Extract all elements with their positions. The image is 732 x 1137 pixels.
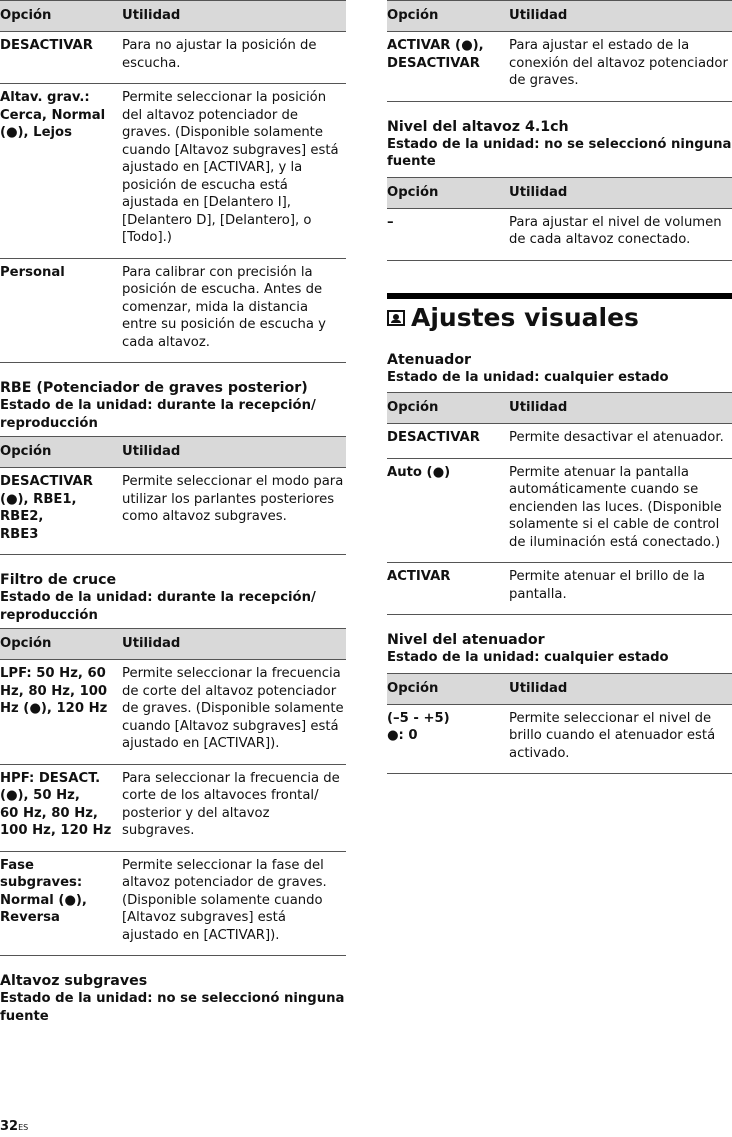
utility-cell: Para seleccionar la frecuencia de corte de los altavoces frontal/ posterior y del altavoz subgraves. xyxy=(122,764,346,851)
header-utility: Utilidad xyxy=(122,1,346,32)
header-utility: Utilidad xyxy=(509,177,732,208)
table-row xyxy=(387,32,732,102)
option-cell: DESACTIVAR (●), RBE1, RBE2, RBE3 xyxy=(0,468,122,555)
subwoofer-title: Altavoz subgraves xyxy=(0,973,148,989)
utility-cell: Permite seleccionar el modo para utilizar los parlantes posteriores como altavoz subgraves. xyxy=(122,468,346,555)
option-cell: Auto (●) xyxy=(387,458,509,563)
crossover-title: Filtro de cruce xyxy=(0,572,117,588)
utility-cell: Para ajustar el estado de la conexión del altavoz potenciador de graves. xyxy=(509,32,732,102)
utility-cell: Permite seleccionar el nivel de brillo cuando el atenuador está activado. xyxy=(509,704,732,774)
option-cell: HPF: DESACT. (●), 50 Hz, 60 Hz, 80 Hz, 100 Hz, 120 Hz xyxy=(0,764,122,851)
table-row xyxy=(0,32,346,84)
header-option: Opción xyxy=(387,673,509,704)
option-cell: LPF: 50 Hz, 60 Hz, 80 Hz, 100 Hz (●), 120 Hz xyxy=(0,660,122,765)
listening-position-table xyxy=(0,0,346,363)
page-number-value: 32 xyxy=(0,1119,19,1134)
table-row xyxy=(387,208,732,260)
option-cell: – xyxy=(387,208,509,260)
table-row xyxy=(0,660,346,765)
display-icon xyxy=(387,310,405,326)
level41-title: Nivel del altavoz 4.1ch xyxy=(387,118,569,135)
utility-cell: Permite seleccionar la frecuencia de corte del altavoz potenciador de graves. (Disponible solamente cuando [Altavoz subgraves] está ajustado en [ACTIVAR]). xyxy=(122,660,346,765)
header-utility: Utilidad xyxy=(509,673,732,704)
option-cell: ACTIVAR (●), DESACTIVAR xyxy=(387,32,509,102)
header-option: Opción xyxy=(0,437,122,468)
table-row xyxy=(387,458,732,563)
rbe-title: RBE (Potenciador de graves posterior) xyxy=(0,380,308,396)
option-cell: DESACTIVAR xyxy=(0,32,122,84)
table-row xyxy=(0,468,346,555)
table-row xyxy=(0,764,346,851)
crossover-table xyxy=(0,628,346,956)
option-cell: Fase subgraves: Normal (●), Reversa xyxy=(0,851,122,956)
crossover-status: Estado de la unidad: durante la recepción/ reproducción xyxy=(0,590,316,623)
table-row xyxy=(0,84,346,259)
header-option: Opción xyxy=(0,1,122,32)
rbe-status: Estado de la unidad: durante la recepción/ reproducción xyxy=(0,398,316,431)
chapter-title: Ajustes visuales xyxy=(411,302,639,332)
right-column xyxy=(387,0,732,774)
header-option: Opción xyxy=(387,393,509,424)
header-utility: Utilidad xyxy=(509,1,732,32)
dimmer-level-table xyxy=(387,673,732,775)
dimmer-level-status: Estado de la unidad: cualquier estado xyxy=(387,650,669,665)
option-cell: ACTIVAR xyxy=(387,563,509,615)
level41-table xyxy=(387,177,732,261)
page-number xyxy=(0,1118,28,1137)
subwoofer-table xyxy=(387,0,732,102)
option-cell: DESACTIVAR xyxy=(387,424,509,459)
utility-cell: Permite atenuar la pantalla automáticamente cuando se encienden las luces. (Disponible solamente si el cable de control de iluminación está conectado.) xyxy=(509,458,732,563)
utility-cell: Permite atenuar el brillo de la pantalla. xyxy=(509,563,732,615)
left-column xyxy=(0,0,346,1025)
table-row xyxy=(387,424,732,459)
header-option: Opción xyxy=(387,1,509,32)
dimmer-table xyxy=(387,392,732,615)
option-cell: Personal xyxy=(0,258,122,363)
header-utility: Utilidad xyxy=(122,437,346,468)
header-option: Opción xyxy=(387,177,509,208)
utility-cell: Para no ajustar la posición de escucha. xyxy=(122,32,346,84)
page-lang: ES xyxy=(18,1123,29,1132)
level41-status: Estado de la unidad: no se seleccionó ninguna fuente xyxy=(387,136,732,169)
option-cell: Altav. grav.: Cerca, Normal (●), Lejos xyxy=(0,84,122,259)
rbe-table xyxy=(0,436,346,555)
table-row xyxy=(0,851,346,956)
utility-cell: Para calibrar con precisión la posición de escucha. Antes de comenzar, mida la distancia entre su posición de escucha y cada altavoz. xyxy=(122,258,346,363)
utility-cell: Permite seleccionar la posición del altavoz potenciador de graves. (Disponible solamente cuando [Altavoz subgraves] está ajustado en [ACTIVAR], y la posición de escucha está ajustada en [Delantero I], [Delantero D], [Delantero], o [Todo].) xyxy=(122,84,346,259)
header-option: Opción xyxy=(0,629,122,660)
utility-cell: Permite desactivar el atenuador. xyxy=(509,424,732,459)
option-cell: (–5 - +5) ●: 0 xyxy=(387,704,509,774)
chapter-heading xyxy=(387,303,732,333)
table-row xyxy=(387,704,732,774)
header-utility: Utilidad xyxy=(509,393,732,424)
utility-cell: Permite seleccionar la fase del altavoz potenciador de graves. (Disponible solamente cuando [Altavoz subgraves] está ajustado en [ACTIVAR]). xyxy=(122,851,346,956)
subwoofer-status: Estado de la unidad: no se seleccionó ninguna fuente xyxy=(0,991,345,1024)
header-utility: Utilidad xyxy=(122,629,346,660)
table-row xyxy=(387,563,732,615)
dimmer-status: Estado de la unidad: cualquier estado xyxy=(387,369,669,385)
chapter-divider xyxy=(387,293,732,299)
utility-cell: Para ajustar el nivel de volumen de cada altavoz conectado. xyxy=(509,208,732,260)
table-row xyxy=(0,258,346,363)
dimmer-level-title: Nivel del atenuador xyxy=(387,632,545,648)
dimmer-title: Atenuador xyxy=(387,351,472,368)
